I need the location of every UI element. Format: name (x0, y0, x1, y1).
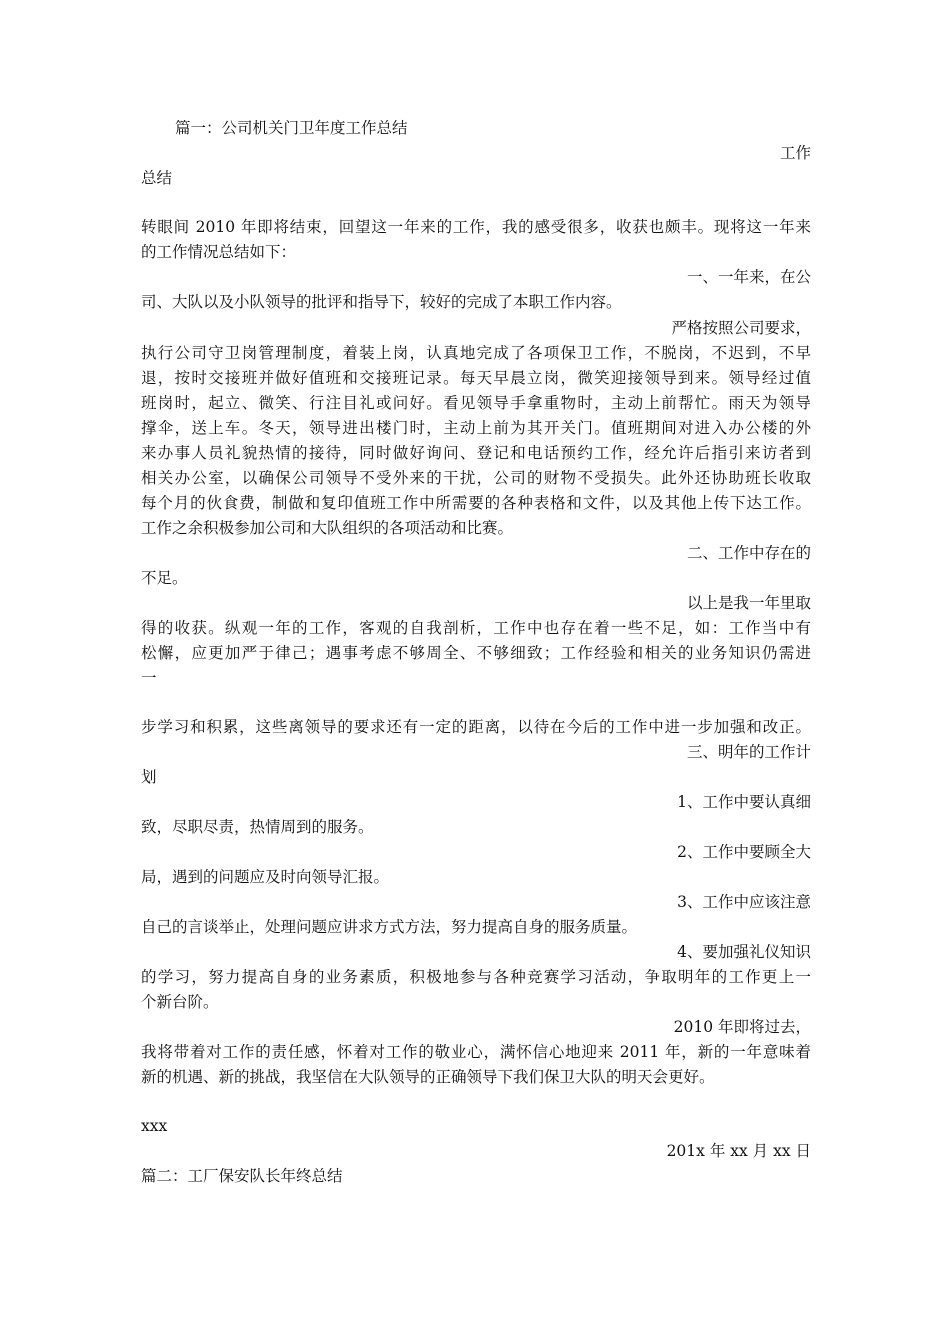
list-item-line-right: 1、工作中要认真细 (677, 793, 811, 811)
signature-date: 201x 年 xx 月 xx 日 (666, 1142, 811, 1160)
signature-name: xxx (141, 1117, 168, 1135)
section-title-1: 篇一：公司机关门卫年度工作总结 (175, 119, 408, 137)
paragraph-line: 一 (141, 669, 157, 687)
paragraph-line: 新的机遇、新的挑战，我坚信在大队领导的正确领导下我们保卫大队的明天会更好。 (141, 1068, 715, 1086)
paragraph-line: 班岗时，起立、微笑、行注目礼或问好。看见领导手拿重物时，主动上前帮忙。雨天为领导 (141, 394, 811, 412)
paragraph-line: 执行公司守卫岗管理制度，着装上岗，认真地完成了各项保卫工作，不脱岗，不迟到，不早 (141, 344, 811, 362)
heading-line-right: 二、工作中存在的 (686, 544, 811, 562)
paragraph-line: 的学习，努力提高自身的业务素质，积极地参与各种竞赛学习活动，争取明年的工作更上一 (141, 968, 811, 986)
paragraph-line: 致，尽职尽责，热情周到的服务。 (141, 818, 374, 836)
paragraph-line: 不足。 (141, 569, 188, 587)
paragraph-line: 转眼间 2010 年即将结束，回望这一年来的工作，我的感受很多，收获也颇丰。现将这一年来 (141, 218, 811, 236)
list-item-line-right: 4、要加强礼仪知识 (677, 943, 811, 961)
paragraph-line: 我将带着对工作的责任感，怀着对工作的敬业心，满怀信心地迎来 2011 年，新的一年意味着 (141, 1043, 811, 1061)
paragraph-line: 个新台阶。 (141, 993, 219, 1011)
paragraph-line: 得的收获。纵观一年的工作，客观的自我剖析，工作中也存在着一些不足，如：工作当中有 (141, 619, 811, 637)
heading-line-right: 三、明年的工作计 (686, 743, 811, 761)
list-item-line-right: 2、工作中要顾全大 (677, 843, 811, 861)
paragraph-line: 每个月的伙食费，制做和复印值班工作中所需要的各种表格和文件，以及其他上传下达工作。 (141, 494, 811, 512)
paragraph-line: 的工作情况总结如下： (141, 243, 297, 261)
paragraph-line: 相关办公室，以确保公司领导不受外来的干扰，公司的财物不受损失。此外还协助班长收取 (141, 469, 811, 487)
title-tail-right: 工作 (779, 144, 811, 162)
paragraph-line: 司、大队以及小队领导的批评和指导下，较好的完成了本职工作内容。 (141, 293, 622, 311)
paragraph-line: 退，按时交接班并做好值班和交接班记录。每天早晨立岗，微笑迎接领导到来。领导经过值 (141, 369, 811, 387)
paragraph-line-right: 以上是我一年里取 (686, 594, 811, 612)
title-tail-left: 总结 (141, 169, 173, 187)
section-title-2: 篇二：工厂保安队长年终总结 (141, 1167, 343, 1185)
paragraph-line: 自己的言谈举止，处理问题应讲求方式方法，努力提高自身的服务质量。 (141, 918, 638, 936)
heading-line-right: 一、一年来，在公 (686, 268, 811, 286)
paragraph-line: 工作之余积极参加公司和大队组织的各项活动和比赛。 (141, 519, 514, 537)
paragraph-line: 局，遇到的问题应及时向领导汇报。 (141, 868, 390, 886)
paragraph-line: 撑伞，送上车。冬天，领导进出楼门时，主动上前为其开关门。值班期间对进入办公楼的外 (141, 419, 811, 437)
paragraph-line: 来办事人员礼貌热情的接待，同时做好询问、登记和电话预约工作，经允许后指引来访者到 (141, 444, 811, 462)
paragraph-line-right: 严格按照公司要求， (671, 319, 811, 337)
paragraph-line: 松懈，应更加严于律己；遇事考虑不够周全、不够细致；工作经验和相关的业务知识仍需进 (141, 644, 811, 662)
paragraph-line-right: 2010 年即将过去， (673, 1018, 811, 1036)
paragraph-line: 划 (141, 768, 157, 786)
paragraph-line: 步学习和积累，这些离领导的要求还有一定的距离，以待在今后的工作中进一步加强和改正。 (141, 718, 811, 736)
list-item-line-right: 3、工作中应该注意 (677, 893, 811, 911)
